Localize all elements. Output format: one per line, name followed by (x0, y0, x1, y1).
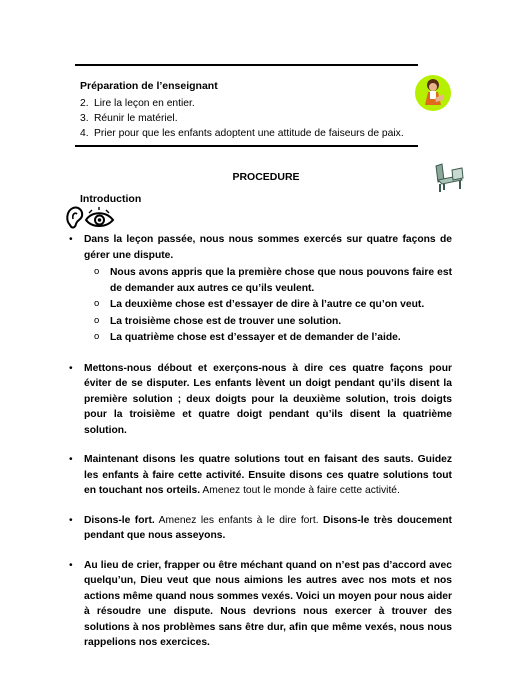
procedure-content (68, 232, 452, 651)
bullet-item: • Dans la leçon passée, nous nous sommes exercés sur quatre façons de gérer une dispute. o Nous avons appris que la première chose que nous pouvons faire est de demander aux autres ce qu’ils veulent. o La deuxième chose est d’essayer de dire à l’autre ce qu’on veut. o La troisième chose est de trouver une solution. o La quatrième chose est d’essayer et de demander de l’aide. (68, 232, 452, 346)
chair-icon (432, 162, 466, 194)
sub-item: o La deuxième chose est d’essayer de dire à l’autre ce qu’on veut. (84, 297, 452, 313)
sub-item: o La troisième chose est de trouver une solution. (84, 314, 452, 330)
sub-item: o La quatrième chose est d’essayer et de demander de l’aide. (84, 330, 452, 346)
bullet-item: • Disons-le fort. Amenez les enfants à le dire fort. Disons-le très doucement pendant que nous asseyons. (68, 513, 452, 544)
preparation-title: Préparation de l’enseignant (80, 80, 218, 92)
ear-icon (67, 208, 82, 228)
procedure-title: PROCEDURE (232, 171, 300, 183)
eye-icon (86, 207, 113, 226)
preparation-list (80, 96, 404, 141)
teacher-icon (414, 74, 452, 112)
bullet-item: • Maintenant disons les quatre solutions tout en faisant des sauts. Guidez les enfants à faire cette activité. Ensuite disons ces quatre solutions tout en touchant nos orteils. Amenez tout le monde à faire cette activité. (68, 452, 452, 499)
top-divider (75, 64, 418, 66)
bullet-item: • Au lieu de crier, frapper ou être méchant quand on n’est pas d’accord avec quelqu’un, Dieu veut que nous aimions les autres avec nos mots et nos actions même quand nous sommes vexés. Voici un moyen pour nous aider à résoudre une dispute. Nous devrions nous exercer à trouver des solutions à nos problèmes sans être dur, afin que même vexés, nous nous rappelions nos exercices. (68, 558, 452, 651)
preparation-item: 2. Lire la leçon en entier. (80, 98, 195, 109)
preparation-item: 4. Prier pour que les enfants adoptent une attitude de faiseurs de paix. (80, 128, 404, 139)
preparation-item: 3. Réunir le matériel. (80, 113, 178, 124)
sub-list (84, 265, 452, 346)
introduction-title: Introduction (80, 193, 142, 205)
sub-item: o Nous avons appris que la première chose que nous pouvons faire est de demander aux autres ce qu’ils veulent. (84, 265, 452, 296)
bullet-item: • Mettons-nous débout et exerçons-nous à dire ces quatre façons pour éviter de se disputer. Les enfants lèvent un doigt pendant qu’ils disent la première solution ; deux doigts pour la deuxième solution, trois doigts pour la troisième et quatre doigt pendant qu’ils disent la quatrième solution. (68, 361, 452, 439)
bottom-divider (75, 145, 418, 147)
sense-icons (64, 205, 116, 231)
